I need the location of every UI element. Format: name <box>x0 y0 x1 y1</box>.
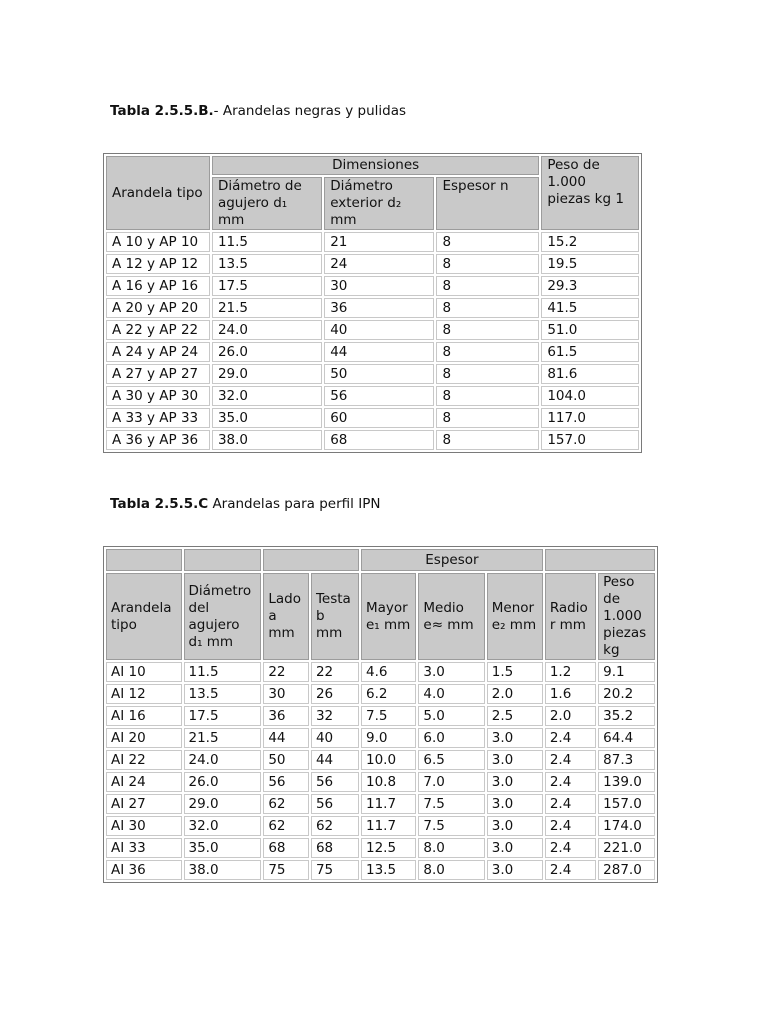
table-cell: 8 <box>436 408 539 428</box>
header-radius: Radio r mm <box>545 573 596 660</box>
table-cell: 30 <box>324 276 434 296</box>
table-cell: 64.4 <box>598 728 655 748</box>
table-cell: 29.3 <box>541 276 639 296</box>
table-cell: 2.0 <box>487 684 543 704</box>
table-row <box>106 364 639 384</box>
table-cell: 36 <box>263 706 309 726</box>
table-row <box>106 860 655 880</box>
table2-body <box>106 662 655 880</box>
table-cell: 62 <box>311 816 359 836</box>
header-blank-3 <box>263 549 359 571</box>
table-cell: 68 <box>324 430 434 450</box>
header-head: Testa b mm <box>311 573 359 660</box>
table-cell: 11.5 <box>212 232 322 252</box>
table-cell: 3.0 <box>487 860 543 880</box>
table-cell: 4.6 <box>361 662 416 682</box>
table-cell: 3.0 <box>418 662 484 682</box>
table-cell: 11.7 <box>361 794 416 814</box>
table-cell: 24.0 <box>184 750 262 770</box>
header-blank-1 <box>106 549 182 571</box>
header-weight: Peso de 1.000 piezas kg 1 <box>541 156 639 230</box>
table-cell: 6.5 <box>418 750 484 770</box>
table-cell: A 36 y AP 36 <box>106 430 210 450</box>
table-row <box>106 772 655 792</box>
table-cell: 21.5 <box>184 728 262 748</box>
table-cell: A 22 y AP 22 <box>106 320 210 340</box>
header-thickness: Espesor n <box>436 177 539 230</box>
table-row <box>106 794 655 814</box>
table-cell: 8 <box>436 320 539 340</box>
table-cell: 2.4 <box>545 728 596 748</box>
table-row <box>106 298 639 318</box>
table-cell: A 27 y AP 27 <box>106 364 210 384</box>
table-cell: 117.0 <box>541 408 639 428</box>
table-cell: 2.4 <box>545 816 596 836</box>
table-cell: A 30 y AP 30 <box>106 386 210 406</box>
table-cell: AI 33 <box>106 838 182 858</box>
header-blank-4 <box>545 549 655 571</box>
table-cell: 2.0 <box>545 706 596 726</box>
table-cell: 17.5 <box>184 706 262 726</box>
table-cell: 24.0 <box>212 320 322 340</box>
table-cell: 8 <box>436 342 539 362</box>
table-cell: 50 <box>324 364 434 384</box>
table-cell: 104.0 <box>541 386 639 406</box>
table-row <box>106 408 639 428</box>
table-cell: 3.0 <box>487 794 543 814</box>
table-cell: 56 <box>311 794 359 814</box>
table-cell: 139.0 <box>598 772 655 792</box>
table-cell: 87.3 <box>598 750 655 770</box>
table-cell: AI 10 <box>106 662 182 682</box>
table-row <box>106 386 639 406</box>
table-cell: A 20 y AP 20 <box>106 298 210 318</box>
header-max-thickness: Mayor e₁ mm <box>361 573 416 660</box>
table-cell: 3.0 <box>487 728 543 748</box>
table-row <box>106 342 639 362</box>
table-cell: 19.5 <box>541 254 639 274</box>
table-cell: 10.0 <box>361 750 416 770</box>
table-cell: 8.0 <box>418 838 484 858</box>
table-cell: 38.0 <box>212 430 322 450</box>
table-cell: A 16 y AP 16 <box>106 276 210 296</box>
table-cell: 2.4 <box>545 794 596 814</box>
header-thickness-group: Espesor <box>361 549 543 571</box>
table-cell: 35.2 <box>598 706 655 726</box>
table-cell: 50 <box>263 750 309 770</box>
table-cell: 8 <box>436 386 539 406</box>
table-cell: 7.0 <box>418 772 484 792</box>
table-cell: 30 <box>263 684 309 704</box>
table-cell: 3.0 <box>487 772 543 792</box>
table-cell: 75 <box>263 860 309 880</box>
table-cell: 8 <box>436 430 539 450</box>
table-row <box>106 684 655 704</box>
table-cell: 26.0 <box>184 772 262 792</box>
table-cell: 6.2 <box>361 684 416 704</box>
table-cell: 75 <box>311 860 359 880</box>
table-cell: 56 <box>324 386 434 406</box>
washers-black-polished-table <box>103 153 642 453</box>
table-cell: 9.1 <box>598 662 655 682</box>
table-cell: AI 36 <box>106 860 182 880</box>
table-row <box>106 276 639 296</box>
table-cell: 157.0 <box>598 794 655 814</box>
table1-caption-text: - Arandelas negras y pulidas <box>213 103 407 119</box>
header-side: Lado a mm <box>263 573 309 660</box>
table-cell: 8 <box>436 276 539 296</box>
table-cell: 13.5 <box>184 684 262 704</box>
table-cell: 9.0 <box>361 728 416 748</box>
header-dimensions: Dimensiones <box>212 156 539 175</box>
table-cell: 7.5 <box>418 816 484 836</box>
table1-caption-number: Tabla 2.5.5.B. <box>110 103 214 119</box>
table-row <box>106 816 655 836</box>
table-cell: A 12 y AP 12 <box>106 254 210 274</box>
table-cell: 15.2 <box>541 232 639 252</box>
table-cell: A 33 y AP 33 <box>106 408 210 428</box>
header-hole-diameter: Diámetro del agujero d₁ mm <box>184 573 262 660</box>
table-cell: 8 <box>436 364 539 384</box>
table-cell: 29.0 <box>184 794 262 814</box>
table-cell: 1.6 <box>545 684 596 704</box>
table-row <box>106 838 655 858</box>
table-cell: 12.5 <box>361 838 416 858</box>
table-cell: 221.0 <box>598 838 655 858</box>
table-cell: 3.0 <box>487 750 543 770</box>
table-row <box>106 232 639 252</box>
table-row <box>106 706 655 726</box>
table-cell: 29.0 <box>212 364 322 384</box>
table-cell: 51.0 <box>541 320 639 340</box>
table-cell: 17.5 <box>212 276 322 296</box>
table-cell: A 24 y AP 24 <box>106 342 210 362</box>
table-cell: 35.0 <box>184 838 262 858</box>
table-cell: 36 <box>324 298 434 318</box>
table-cell: 56 <box>263 772 309 792</box>
table2-caption <box>110 496 380 512</box>
table1-body <box>106 232 639 450</box>
table-cell: 21.5 <box>212 298 322 318</box>
table-cell: 32.0 <box>184 816 262 836</box>
table-cell: AI 24 <box>106 772 182 792</box>
table-cell: 44 <box>263 728 309 748</box>
table-cell: 2.4 <box>545 860 596 880</box>
table-cell: 26.0 <box>212 342 322 362</box>
table-cell: 3.0 <box>487 816 543 836</box>
table-cell: 11.7 <box>361 816 416 836</box>
table-cell: 20.2 <box>598 684 655 704</box>
table-cell: 1.5 <box>487 662 543 682</box>
header-min-thickness: Menor e₂ mm <box>487 573 543 660</box>
table-cell: 8 <box>436 254 539 274</box>
table-cell: 62 <box>263 816 309 836</box>
table-cell: AI 16 <box>106 706 182 726</box>
table-cell: 61.5 <box>541 342 639 362</box>
table-cell: 3.0 <box>487 838 543 858</box>
table-cell: 13.5 <box>361 860 416 880</box>
table-cell: AI 30 <box>106 816 182 836</box>
table-cell: 35.0 <box>212 408 322 428</box>
table-cell: 81.6 <box>541 364 639 384</box>
table-cell: 68 <box>263 838 309 858</box>
washers-ipn-profile-table <box>103 546 658 883</box>
table-cell: 26 <box>311 684 359 704</box>
table-row <box>106 430 639 450</box>
header-blank-2 <box>184 549 262 571</box>
table-cell: AI 27 <box>106 794 182 814</box>
table-cell: AI 12 <box>106 684 182 704</box>
table-cell: 13.5 <box>212 254 322 274</box>
table-cell: 6.0 <box>418 728 484 748</box>
table-cell: 2.4 <box>545 750 596 770</box>
header-washer-type: Arandela tipo <box>106 573 182 660</box>
table-cell: 40 <box>324 320 434 340</box>
table-cell: 7.5 <box>418 794 484 814</box>
table1-caption <box>110 103 406 119</box>
table-row <box>106 750 655 770</box>
table-cell: 60 <box>324 408 434 428</box>
table-row <box>106 254 639 274</box>
table-cell: 62 <box>263 794 309 814</box>
table-cell: 41.5 <box>541 298 639 318</box>
table-cell: 287.0 <box>598 860 655 880</box>
table-cell: 1.2 <box>545 662 596 682</box>
table-cell: 22 <box>263 662 309 682</box>
table-row <box>106 728 655 748</box>
table-cell: 157.0 <box>541 430 639 450</box>
table-cell: 2.4 <box>545 772 596 792</box>
table2-caption-number: Tabla 2.5.5.C <box>110 496 209 512</box>
table-cell: 10.8 <box>361 772 416 792</box>
table-cell: 40 <box>311 728 359 748</box>
table-cell: 32 <box>311 706 359 726</box>
table-cell: 5.0 <box>418 706 484 726</box>
table-cell: 44 <box>311 750 359 770</box>
header-washer-type: Arandela tipo <box>106 156 210 230</box>
table-cell: 32.0 <box>212 386 322 406</box>
table-cell: AI 20 <box>106 728 182 748</box>
table-cell: 56 <box>311 772 359 792</box>
table-cell: 2.5 <box>487 706 543 726</box>
table-cell: 11.5 <box>184 662 262 682</box>
table-cell: 22 <box>311 662 359 682</box>
table-cell: 8 <box>436 298 539 318</box>
table-cell: 38.0 <box>184 860 262 880</box>
table-cell: 8.0 <box>418 860 484 880</box>
table-cell: 68 <box>311 838 359 858</box>
table-cell: 24 <box>324 254 434 274</box>
header-mid-thickness: Medio e≈ mm <box>418 573 484 660</box>
table-cell: 174.0 <box>598 816 655 836</box>
header-outer-diameter: Diámetro exterior d₂ mm <box>324 177 434 230</box>
table-cell: 44 <box>324 342 434 362</box>
header-weight: Peso de 1.000 piezas kg <box>598 573 655 660</box>
table-cell: 7.5 <box>361 706 416 726</box>
header-hole-diameter: Diámetro de agujero d₁ mm <box>212 177 322 230</box>
table-row <box>106 662 655 682</box>
table-cell: 2.4 <box>545 838 596 858</box>
table-cell: 4.0 <box>418 684 484 704</box>
table-cell: AI 22 <box>106 750 182 770</box>
table-cell: 21 <box>324 232 434 252</box>
table2-caption-text: Arandelas para perfil IPN <box>208 496 381 512</box>
table-cell: 8 <box>436 232 539 252</box>
table-cell: A 10 y AP 10 <box>106 232 210 252</box>
table-row <box>106 320 639 340</box>
